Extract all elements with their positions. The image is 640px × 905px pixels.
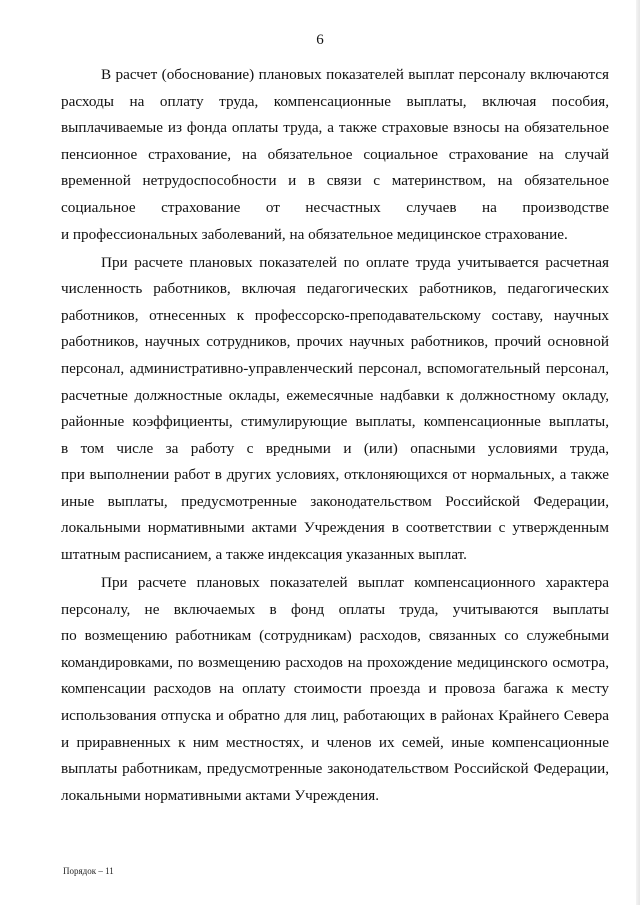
text-line: При расчете плановых показателей по оплате труда учитывается расчетная	[101, 253, 609, 271]
text-line: штатным расписанием, а также индексация указанных выплат.	[61, 546, 467, 564]
text-line: расчетные должностные оклады, ежемесячные надбавки к должностному окладу,	[61, 386, 609, 404]
page-number: 6	[316, 32, 324, 48]
text-line: персонал, административно-управленческий персонал, вспомогательный персонал,	[61, 359, 609, 377]
paragraph-payroll-expenses	[61, 62, 609, 248]
text-line: При расчете плановых показателей выплат компенсационного характера	[101, 574, 609, 592]
text-line: выплачиваемые из фонда оплаты труда, а также страховые взносы на обязательное	[61, 119, 609, 137]
text-line: локальными нормативными актами Учреждения.	[61, 786, 380, 804]
text-line: расходы на оплату труда, компенсационные выплаты, включая пособия,	[61, 92, 609, 110]
text-line: иные выплаты, предусмотренные законодательством Российской Федерации,	[61, 492, 609, 510]
footer-order-reference: Порядок – 11	[63, 866, 114, 876]
text-line: социальное страхование от несчастных случаев на производстве	[61, 198, 609, 216]
text-line: локальными нормативными актами Учреждения в соответствии с утвержденным	[61, 519, 609, 537]
text-line: использования отпуска и обратно для лиц, работающих в районах Крайнего Севера	[61, 707, 609, 725]
text-line: командировками, по возмещению расходов на прохождение медицинского осмотра,	[61, 653, 609, 671]
document-body	[61, 62, 609, 809]
paragraph-compensation-payments	[61, 570, 609, 809]
text-line: В расчет (обоснование) плановых показателей выплат персоналу включаются	[101, 66, 609, 83]
text-line: районные коэффициенты, стимулирующие выплаты, компенсационные выплаты,	[61, 413, 609, 431]
text-line: и приравненных к ним местностях, и членов их семей, иные компенсационные	[61, 733, 609, 751]
text-line: пенсионное страхование, на обязательное социальное страхование на случай	[61, 145, 609, 163]
text-line: временной нетрудоспособности и в связи с материнством, на обязательное	[61, 172, 609, 190]
text-line: и профессиональных заболеваний, на обязательное медицинское страхование.	[61, 225, 568, 243]
text-line: выплаты работникам, предусмотренные законодательством Российской Федерации,	[61, 760, 609, 778]
scan-edge-shadow	[636, 0, 640, 905]
text-line: численность работников, включая педагогических работников, педагогических	[61, 280, 609, 298]
paragraph-labor-calculation	[61, 250, 609, 569]
text-line: работников, отнесенных к профессорско-преподавательскому составу, научных	[61, 306, 609, 324]
text-line: компенсации расходов на оплату стоимости проезда и провоза багажа к месту	[61, 680, 609, 698]
text-line: в том числе за работу с вредными и (или) опасными условиями труда,	[61, 439, 609, 457]
text-line: по возмещению работникам (сотрудникам) расходов, связанных со служебными	[61, 627, 609, 645]
text-line: персоналу, не включаемых в фонд оплаты труда, учитываются выплаты	[61, 600, 609, 618]
text-line: при выполнении работ в других условиях, отклоняющихся от нормальных, а также	[61, 466, 609, 484]
text-line: работников, научных сотрудников, прочих научных работников, прочий основной	[61, 333, 609, 351]
